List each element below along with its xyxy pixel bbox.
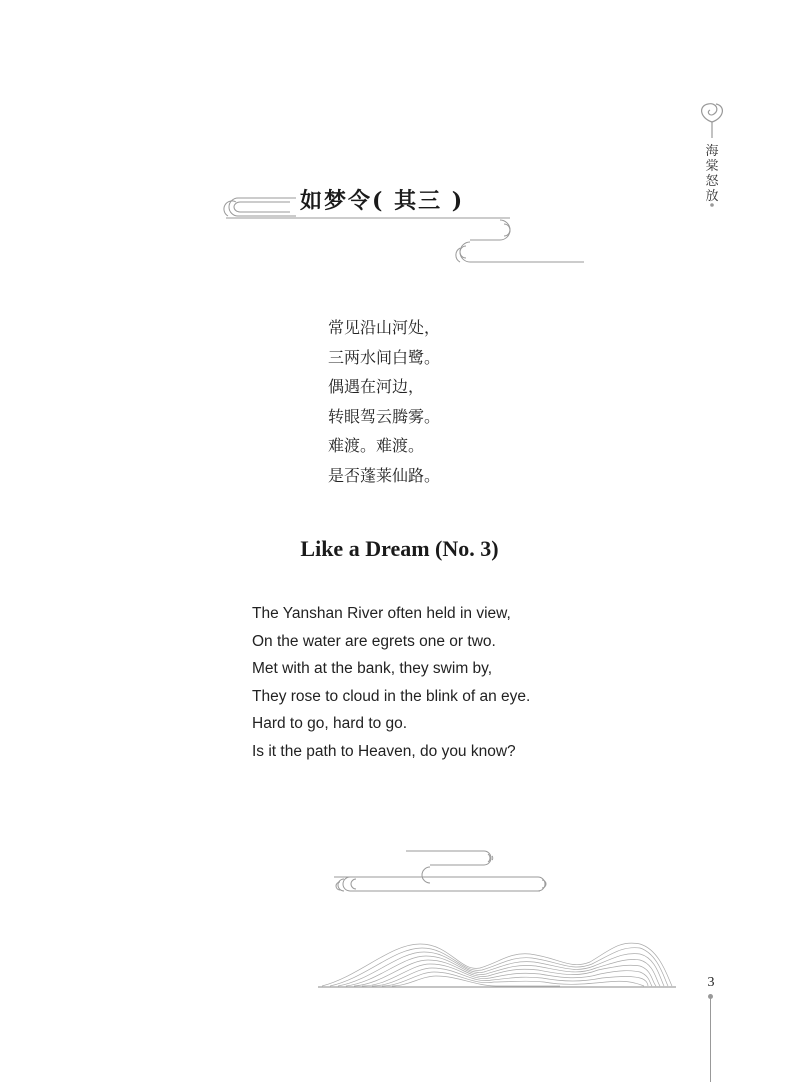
poem-line: 偶遇在河边， — [328, 377, 425, 396]
poem-line: 三两水间白鹭。 — [328, 347, 441, 367]
poem-line: 是否蓬莱仙路。 — [328, 465, 441, 485]
poem-line: Met with at the bank, they swim by, — [252, 660, 493, 677]
cloud-lines-ornament — [334, 851, 546, 891]
running-header-char: 海 — [705, 144, 719, 159]
english-poem-title: Like a Dream (No. 3) — [300, 536, 499, 561]
poem-line: 难渡。难渡。 — [328, 436, 425, 455]
chinese-poem — [328, 313, 440, 490]
running-header-char: 怒 — [705, 174, 719, 189]
poem-line: Hard to go, hard to go. — [252, 715, 408, 732]
running-header-char: 棠 — [705, 159, 719, 174]
running-header-char: 放 — [705, 189, 719, 204]
poem-line: 常见沿山河处， — [328, 318, 441, 337]
side-rule — [710, 996, 711, 1082]
side-dot — [708, 994, 713, 999]
running-header — [702, 144, 722, 204]
poem-line: On the water are egrets one or two. — [252, 632, 496, 650]
poem-line: 转眼驾云腾雾。 — [328, 406, 441, 426]
poem-line: Is it the path to Heaven, do you know? — [252, 742, 516, 760]
cloud-swirl-icon — [702, 104, 723, 138]
page-number: 3 — [707, 975, 715, 990]
chinese-poem-title: 如梦令( 其三 ) — [300, 188, 465, 214]
mountain-waves-ornament — [318, 943, 676, 987]
english-poem — [252, 600, 530, 765]
poem-line: They rose to cloud in the blink of an eye. — [252, 687, 531, 705]
poem-line: The Yanshan River often held in view, — [252, 605, 511, 622]
